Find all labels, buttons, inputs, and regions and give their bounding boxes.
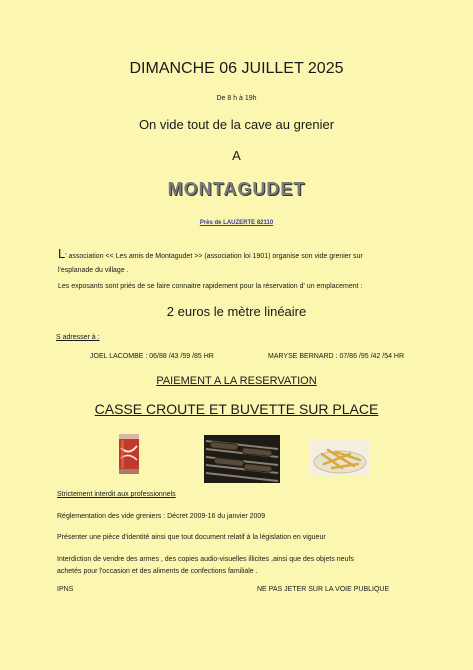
soda-can-image [117,432,141,476]
french-fries-image [310,440,370,476]
rule-identity: Présenter une pièce d'identité ainsi que tout document relatif à la législation en vigueur [57,534,326,541]
contact-joel: JOEL LACOMBE : 06/88 /43 /59 /85 HR [90,353,214,360]
ipns: IPNS [57,586,74,593]
grill-sausages-image [204,435,280,483]
village-name: MONTAGUDET [167,179,306,199]
at-letter: A [232,148,241,163]
rule-forbidden-line-2: achetés pour l'occasion et des aliments de confections familiale . [57,568,258,575]
subtitle: On vide tout de la cave au grenier [138,117,335,132]
contact-maryse: MARYSE BERNARD : 07/86 /95 /42 /54 HR [268,353,405,360]
price: 2 euros le mètre linéaire [166,304,307,319]
paragraph-line-1: ' association << Les amis de Montagudet >> (association loi 1901) organise son vide grenier sur [65,253,363,260]
exhibitors-paragraph: Les exposants sont priés de se faire connaitre rapidement pour la réservation d' un emplacement : [58,283,363,290]
near-location: Près de LAUZERTE 82110 [199,220,274,226]
association-paragraph [58,247,363,278]
hours: De 8 h à 19h [216,95,257,102]
paragraph-line-2: l'esplanade du village . [58,267,129,274]
title: DIMANCHE 06 JUILLET 2025 [129,60,344,77]
rule-regulation: Réglementation des vide greniers : Décret 2009-16 du janvier 2009 [57,513,266,520]
payment-notice: PAIEMENT A LA RESERVATION [156,375,317,387]
contact-label: S adresser à : [56,334,100,341]
no-throw-notice: NE PAS JETER SUR LA VOIE PUBLIQUE [257,586,390,593]
rule-professionals: Strictement interdit aux professionnels [57,491,176,498]
food-notice: CASSE CROUTE ET BUVETTE SUR PLACE [94,401,379,417]
paragraph-initial: L [58,246,66,261]
rule-forbidden [57,554,354,578]
rule-forbidden-line-1: Interdiction de vendre des armes , des copies audio-visuelles illicites ,ainsi que des objets neufs [57,556,354,563]
